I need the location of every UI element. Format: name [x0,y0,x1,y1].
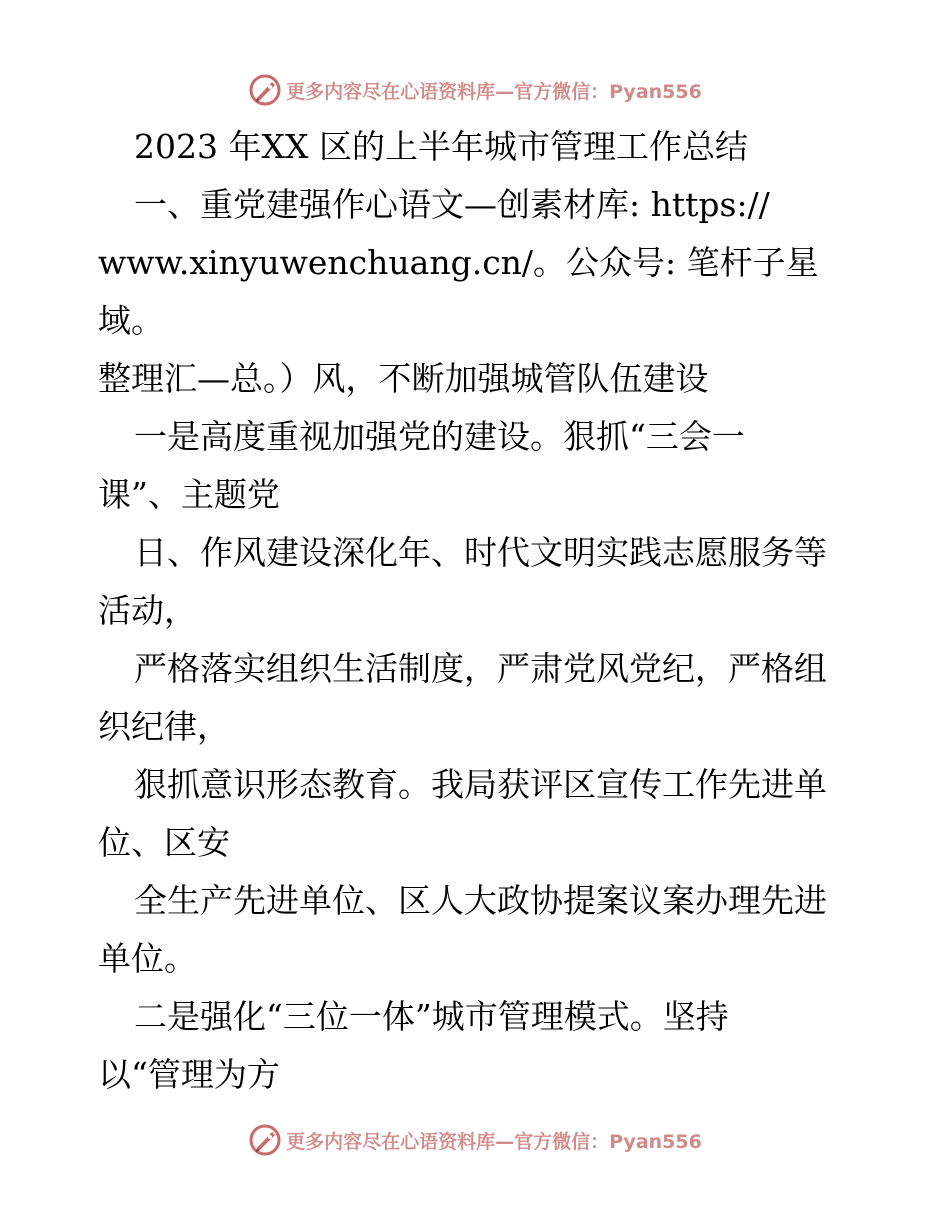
paragraph-line: 织纪律， [98,707,230,746]
paragraph-line: 以“管理为方 [98,1055,280,1094]
watermark-text: 更多内容尽在心语资料库—官方微信：Pyan556 [286,80,702,103]
paragraph-line: 课”、主题党 [98,475,280,514]
quill-pen-logo-icon [248,1123,282,1157]
paragraph-line: 二是强化“三位一体”城市管理模式。坚持 [134,997,729,1036]
paragraph-line: 日、作风建设深化年、时代文明实践志愿服务等 [134,533,827,572]
paragraph-line: 活动， [98,591,197,630]
watermark-text: 更多内容尽在心语资料库—官方微信：Pyan556 [286,1130,702,1153]
paragraph-line: 位、区安 [98,823,230,862]
document-title: 2023 年XX 区的上半年城市管理工作总结 [134,127,748,166]
paragraph-line: 整理汇—总。）风，不断加强城管队伍建设 [98,359,709,398]
paragraph-line: 一、重党建强作心语文—创素材库: https:// [134,185,770,224]
paragraph-line: 单位。 [98,939,197,978]
footer-watermark [0,1120,950,1160]
header-watermark [0,70,950,110]
document-body [98,118,858,1104]
paragraph-line: 一是高度重视加强党的建设。狠抓“三会一 [134,417,745,456]
paragraph-line: 狠抓意识形态教育。我局获评区宣传工作先进单 [134,765,827,804]
paragraph-line: 全生产先进单位、区人大政协提案议案办理先进 [134,881,827,920]
paragraph-line: www.xinyuwenchuang.cn/。公众号: 笔杆子星域。 [98,243,819,340]
paragraph-line: 严格落实组织生活制度，严肃党风党纪，严格组 [134,649,827,688]
quill-pen-logo-icon [248,73,282,107]
